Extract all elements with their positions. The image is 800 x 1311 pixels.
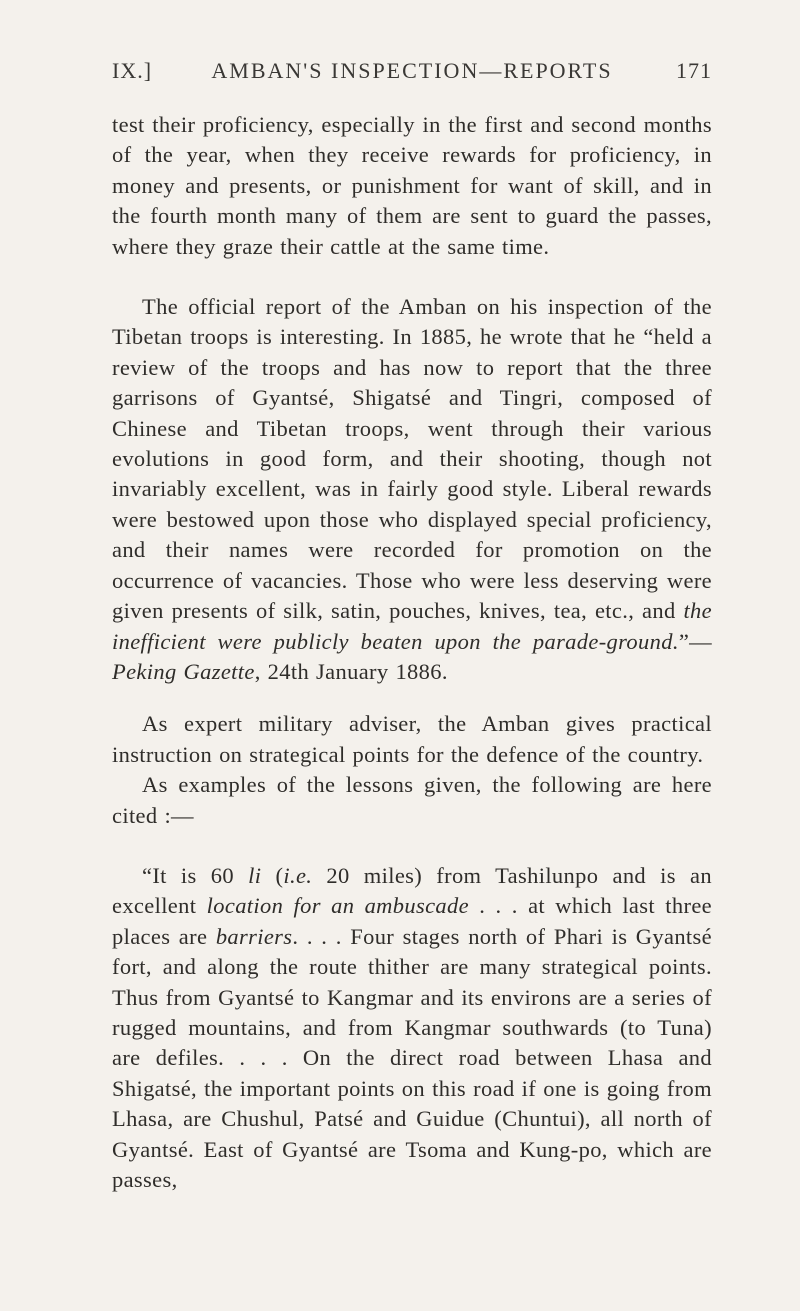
paragraph-examples: As examples of the lessons given, the following are here cited :— bbox=[112, 772, 712, 828]
paragraph-military-adviser: As expert military adviser, the Amban gives practical instruction on strategical points for the defence of the country. bbox=[112, 711, 712, 767]
term-location: location for an ambuscade bbox=[206, 893, 469, 919]
term-li: li bbox=[248, 862, 262, 888]
italic-quote: the inefficient were publicly beaten upon the parade-ground. bbox=[112, 598, 712, 654]
quote-part: . . . at which last three places are bbox=[112, 893, 712, 949]
paragraph-official-report bbox=[112, 292, 712, 687]
quote-part: ( bbox=[261, 862, 284, 888]
quote-part: . . . . Four stages north of Phari is Gyantsé fort, and along the route thither are many strategical points. Thus from Gyantsé to Kangmar and its environs are a series of rugged mountains, and from Kangmar southwards (to Tuna) are defiles. . . . On the direct road between Lhasa and Shigatsé, the important points on this road if one is going from Lhasa, are Chushul, Patsé and Guidue (Chuntui), all north of Gyantsé. East of Gyantsé are Tsoma and Kung-po, which are passes, bbox=[112, 923, 712, 1192]
term-barriers: barriers bbox=[215, 923, 293, 949]
quote-part: “It is 60 bbox=[142, 862, 249, 888]
source-title: Peking Gazette bbox=[112, 658, 255, 684]
page-number: 171 bbox=[676, 58, 712, 83]
source-date: , 24th January 1886. bbox=[254, 658, 448, 684]
quote-end: ”— bbox=[678, 628, 712, 654]
running-head bbox=[112, 58, 712, 94]
body-text bbox=[112, 110, 712, 1195]
report-text: The official report of the Amban on his inspection of the Tibetan troops is interesting. In 1885, he wrote that he “held a review of the troops and has now to report that the three garrisons of Gyantsé, Shigatsé and Tingri, composed of Chinese and Tibetan troops, went through their various evolutions in good form, and their shooting, though not invariably excellent, was in fairly good style. Liberal rewards were bestowed upon those who displayed special proficiency, and their names were recorded for promotion on the occurrence of vacancies. Those who were less deserving were given presents of silk, satin, pouches, knives, tea, etc., and bbox=[112, 294, 712, 624]
running-title: AMBAN'S INSPECTION—REPORTS bbox=[211, 58, 613, 83]
paragraph-cited-quote bbox=[112, 861, 712, 1195]
paragraph-continued: test their proficiency, especially in the first and second months of the year, when they receive rewards for proficiency, in money and presents, or punishment for want of skill, and in the fourth month many of them are sent to guard the passes, where they graze their cattle at the same time. bbox=[112, 112, 712, 259]
quote-part: 20 miles) from Tashilunpo and is an excellent bbox=[112, 862, 712, 919]
term-ie: i.e. bbox=[283, 862, 313, 888]
chapter-marker: IX.] bbox=[112, 58, 153, 83]
